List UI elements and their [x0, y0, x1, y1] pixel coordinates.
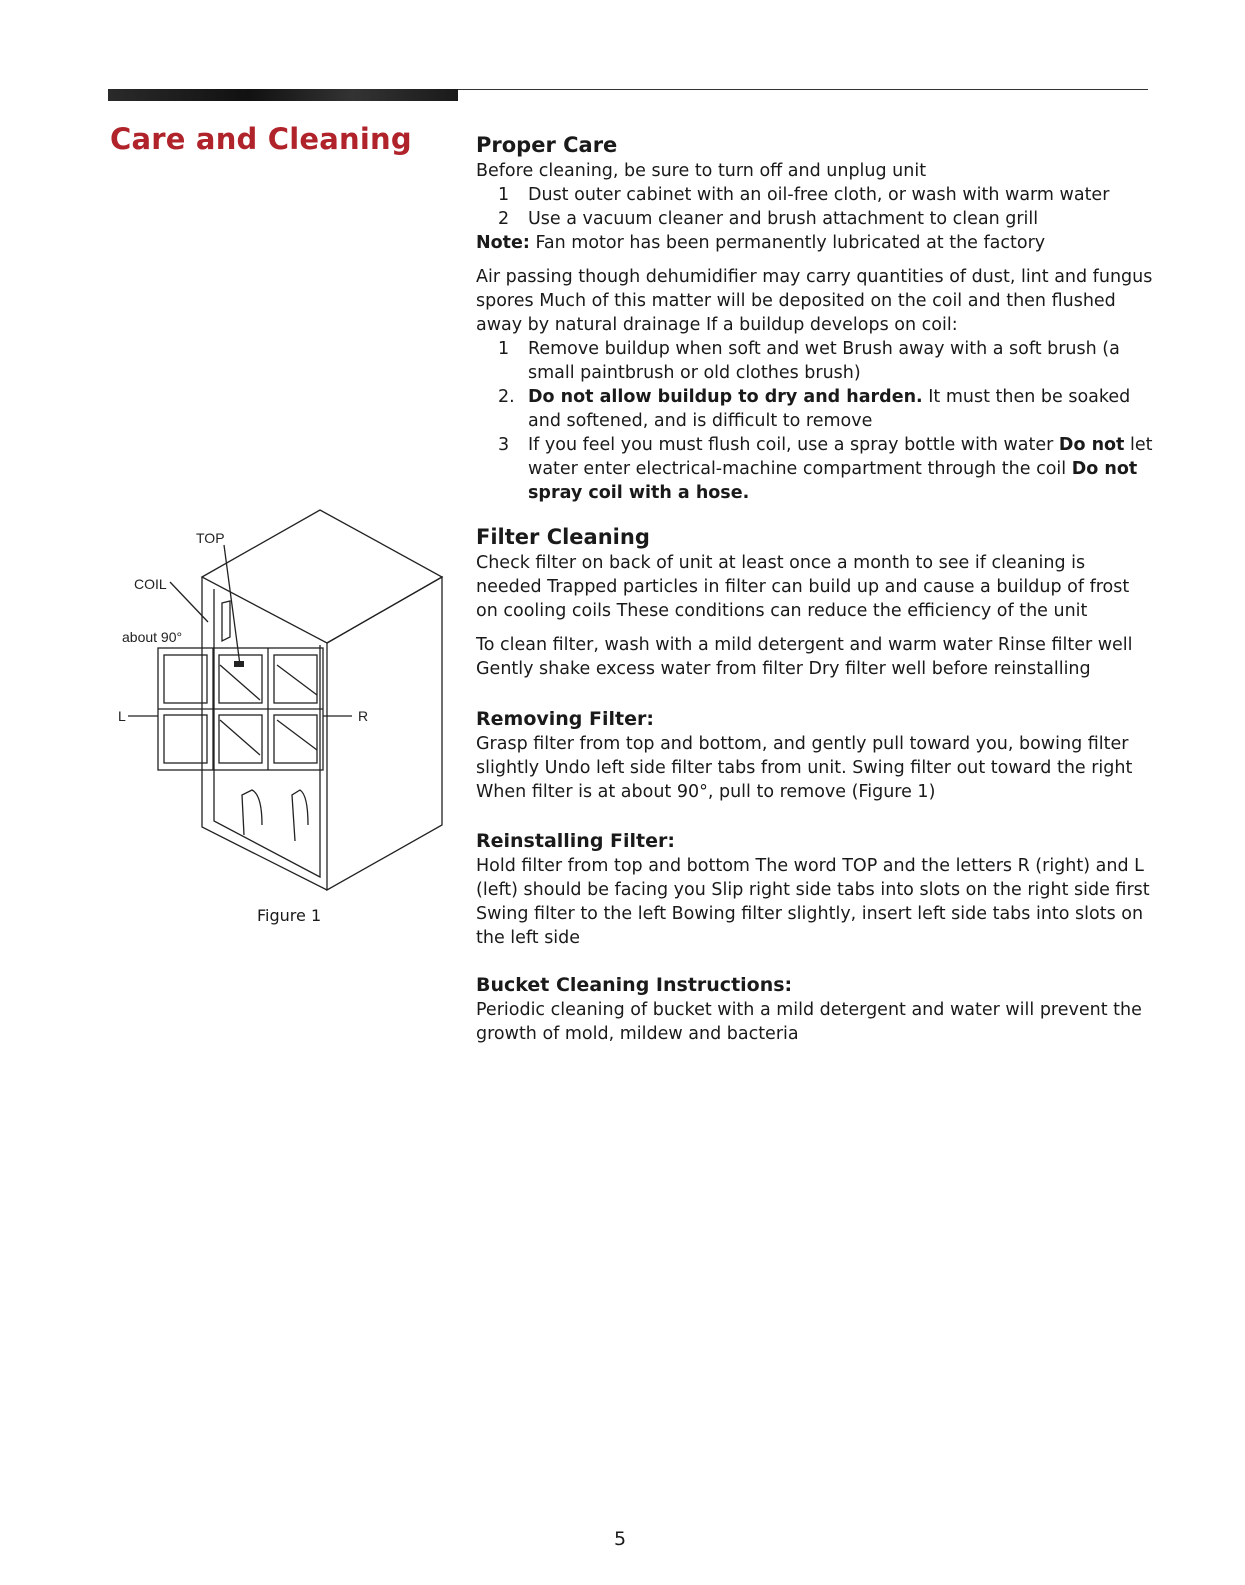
step-text: Remove buildup when soft and wet Brush away with a soft brush (a small paintbrush or old clothes brush): [528, 339, 1120, 383]
page-title: Care and Cleaning: [110, 122, 412, 156]
coil-steps: [476, 337, 1156, 505]
list-item: [476, 433, 1156, 505]
reinstalling-filter-text: Hold filter from top and bottom The word TOP and the letters R (right) and L (left) should be facing you Slip right side tabs into slots on the right side first Swing filter to the left Bowing filter slightly, insert left side tabs into slots on the left side: [476, 856, 1150, 948]
step-number: 2.: [498, 387, 515, 407]
reinstalling-filter-heading: Reinstalling Filter:: [476, 830, 675, 852]
list-item: [476, 385, 1156, 433]
step-text: Dust outer cabinet with an oil-free cloth, or wash with warm water: [528, 185, 1110, 205]
step-number: 2: [498, 209, 510, 229]
header-rule: [458, 89, 1148, 90]
figure-label-right: R: [358, 708, 369, 724]
filter-cleaning-heading: Filter Cleaning: [476, 525, 650, 549]
step-number: 3: [498, 435, 510, 455]
bucket-cleaning-text: Periodic cleaning of bucket with a mild detergent and water will prevent the growth of mold, mildew and bacteria: [476, 1000, 1142, 1044]
note-text: Fan motor has been permanently lubricated at the factory: [529, 233, 1046, 253]
step-warning: Do not allow buildup to dry and harden.: [528, 387, 923, 407]
step-text: Use a vacuum cleaner and brush attachment to clean grill: [528, 209, 1039, 229]
bucket-cleaning-heading: Bucket Cleaning Instructions:: [476, 974, 793, 996]
step-text: If you feel you must flush coil, use a spray bottle with water: [528, 435, 1059, 455]
proper-care-section: [476, 131, 1156, 505]
figure-label-top: TOP: [196, 530, 225, 546]
header-bar: [108, 89, 458, 101]
bucket-cleaning-section: [476, 972, 1156, 1046]
figure-caption: Figure 1: [257, 906, 322, 925]
step-number: 1: [498, 185, 510, 205]
figure-label-left: L: [118, 708, 126, 724]
filter-cleaning-p1: Check filter on back of unit at least once a month to see if cleaning is needed Trapped particles in filter can build up and cause a buildup of frost on cooling coils These conditions can reduce the efficiency of the unit: [476, 553, 1130, 621]
coil-paragraph: Air passing though dehumidifier may carry quantities of dust, lint and fungus spores Much of this matter will be deposited on the coil and then flushed away by natural drainage If a buildup develops on coil:: [476, 267, 1153, 335]
step-number: 1: [498, 339, 510, 359]
unit-side-outline: [327, 577, 442, 890]
list-item: [476, 337, 1156, 385]
reinstalling-filter-section: [476, 828, 1156, 950]
top-tab-marker: [234, 661, 244, 667]
step-text: let water enter electrical-machine compartment through the coil: [528, 435, 1153, 479]
proper-care-heading: Proper Care: [476, 133, 618, 157]
unit-back-outline: [202, 577, 327, 890]
proper-care-steps: [476, 183, 1156, 231]
filter-cleaning-section: [476, 523, 1156, 681]
list-item: [476, 207, 1156, 231]
filter-removal-figure: [112, 505, 462, 945]
removing-filter-section: [476, 706, 1156, 804]
proper-care-intro: Before cleaning, be sure to turn off and unplug unit: [476, 161, 927, 181]
removing-filter-heading: Removing Filter:: [476, 708, 654, 730]
top-leader-line: [224, 545, 240, 665]
note: [476, 231, 1156, 255]
figure-label-coil: COIL: [134, 576, 167, 592]
page-number: 5: [614, 1528, 627, 1550]
unit-top-outline: [202, 510, 442, 643]
list-item: [476, 183, 1156, 207]
filter-cleaning-p2: To clean filter, wash with a mild detergent and warm water Rinse filter well Gently shake excess water from filter Dry filter well before reinstalling: [476, 635, 1133, 679]
step-warning: Do not spray coil with a hose.: [528, 459, 1138, 503]
step-warning: Do not: [1058, 435, 1125, 455]
removing-filter-text: Grasp filter from top and bottom, and gently pull toward you, bowing filter slightly Undo left side filter tabs from unit. Swing filter out toward the right When filter is at about 90°, pull to remove (Figure 1): [476, 734, 1133, 802]
figure-label-angle: about 90°: [122, 629, 183, 645]
note-label: Note:: [476, 233, 530, 253]
step-text: It must then be soaked and softened, and is difficult to remove: [528, 387, 1131, 431]
